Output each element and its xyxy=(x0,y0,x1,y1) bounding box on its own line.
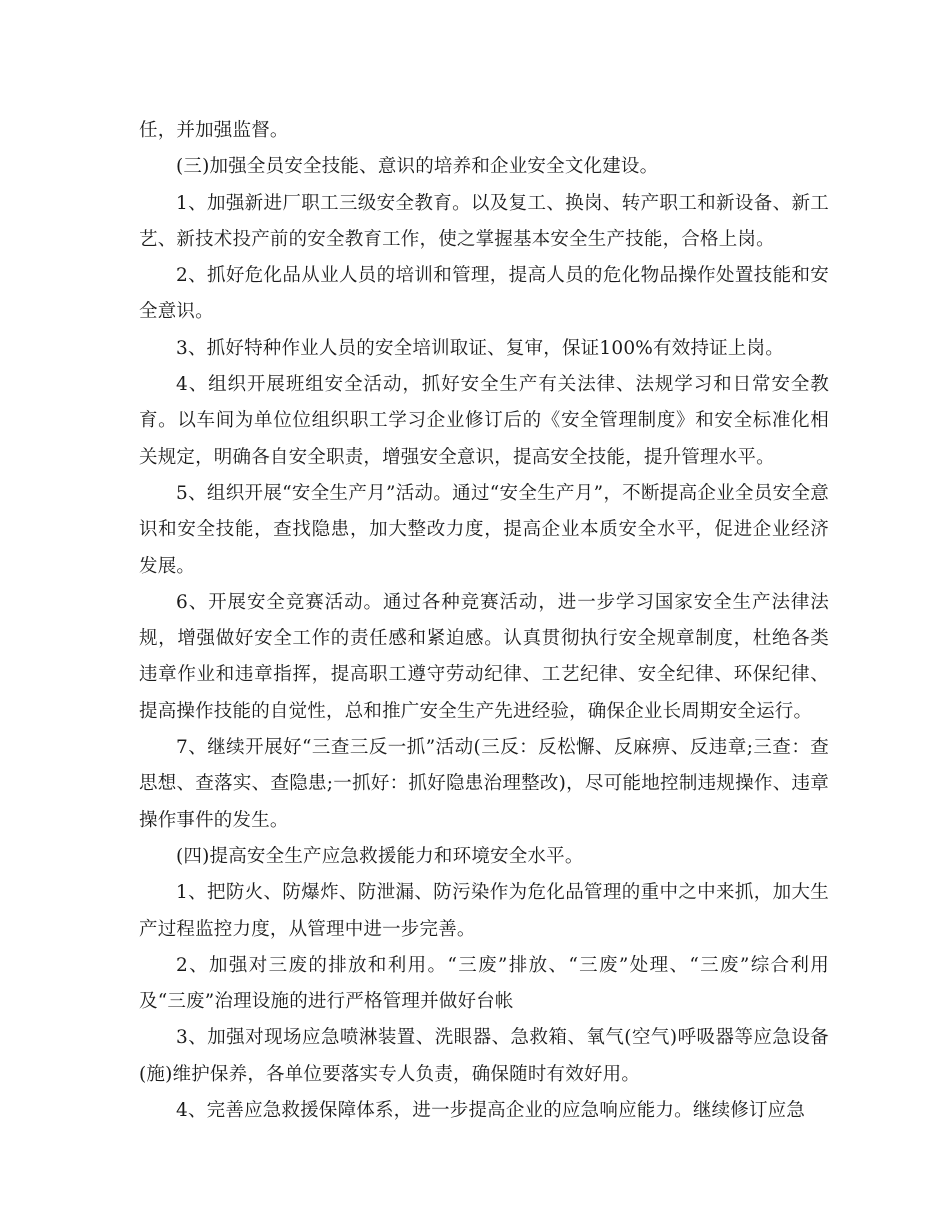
paragraph-item-4: 4、组织开展班组安全活动，抓好安全生产有关法律、法规学习和日常安全教育。以车间为单位位组织职工学习企业修订后的《安全管理制度》和安全标准化相关规定，明确各自安全职责，增强安全意识，提高安全技能，提升管理水平。 xyxy=(139,374,829,468)
paragraph-item-6: 6、开展安全竞赛活动。通过各种竞赛活动，进一步学习国家安全生产法律法规，增强做好安全工作的责任感和紧迫感。认真贯彻执行安全规章制度，杜绝各类违章作业和违章指挥，提高职工遵守劳动纪律、工艺纪律、安全纪律、环保纪律、提高操作技能的自觉性，总和推广安全生产先进经验，确保企业长周期安全运行。 xyxy=(139,591,829,722)
paragraph-item-1: 1、加强新进厂职工三级安全教育。以及复工、换岗、转产职工和新设备、新工艺、新技术投产前的安全教育工作，使之掌握基本安全生产技能，合格上岗。 xyxy=(139,192,829,250)
paragraph-item-4-1: 1、把防火、防爆炸、防泄漏、防污染作为危化品管理的重中之中来抓，加大生产过程监控力度，从管理中进一步完善。 xyxy=(139,882,829,940)
document-body xyxy=(139,113,829,1129)
paragraph-item-4-3: 3、加强对现场应急喷淋装置、洗眼器、急救箱、氧气(空气)呼吸器等应急设备(施)维护保养，各单位要落实专人负责，确保随时有效好用。 xyxy=(139,1027,829,1085)
section-heading-4: (四)提高安全生产应急救援能力和环境安全水平。 xyxy=(176,845,584,867)
paragraph-item-3: 3、抓好特种作业人员的安全培训取证、复审，保证100%有效持证上岗。 xyxy=(176,337,784,359)
section-heading-3: (三)加强全员安全技能、意识的培养和企业安全文化建设。 xyxy=(176,156,659,178)
paragraph-item-2: 2、抓好危化品从业人员的培训和管理，提高人员的危化物品操作处置技能和安全意识。 xyxy=(139,265,829,323)
paragraph-1: 任，并加强监督。 xyxy=(139,120,289,141)
paragraph-item-4-2: 2、加强对三废的排放和利用。“三废”排放、“三废”处理、“三废”综合利用及“三废”治理设施的进行严格管理并做好台帐 xyxy=(139,954,829,1013)
paragraph-item-4-4: 4、完善应急救援保障体系，进一步提高企业的应急响应能力。继续修订应急 xyxy=(176,1100,806,1122)
paragraph-item-5: 5、组织开展“安全生产月”活动。通过“安全生产月”，不断提高企业全员安全意识和安全技能，查找隐患，加大整改力度，提高企业本质安全水平，促进企业经济发展。 xyxy=(139,482,829,577)
paragraph-item-7: 7、继续开展好“三查三反一抓”活动(三反：反松懈、反麻痹、反违章;三查：查思想、查落实、查隐患;一抓好：抓好隐患治理整改)，尽可能地控制违规操作、违章操作事件的发生。 xyxy=(139,737,829,831)
